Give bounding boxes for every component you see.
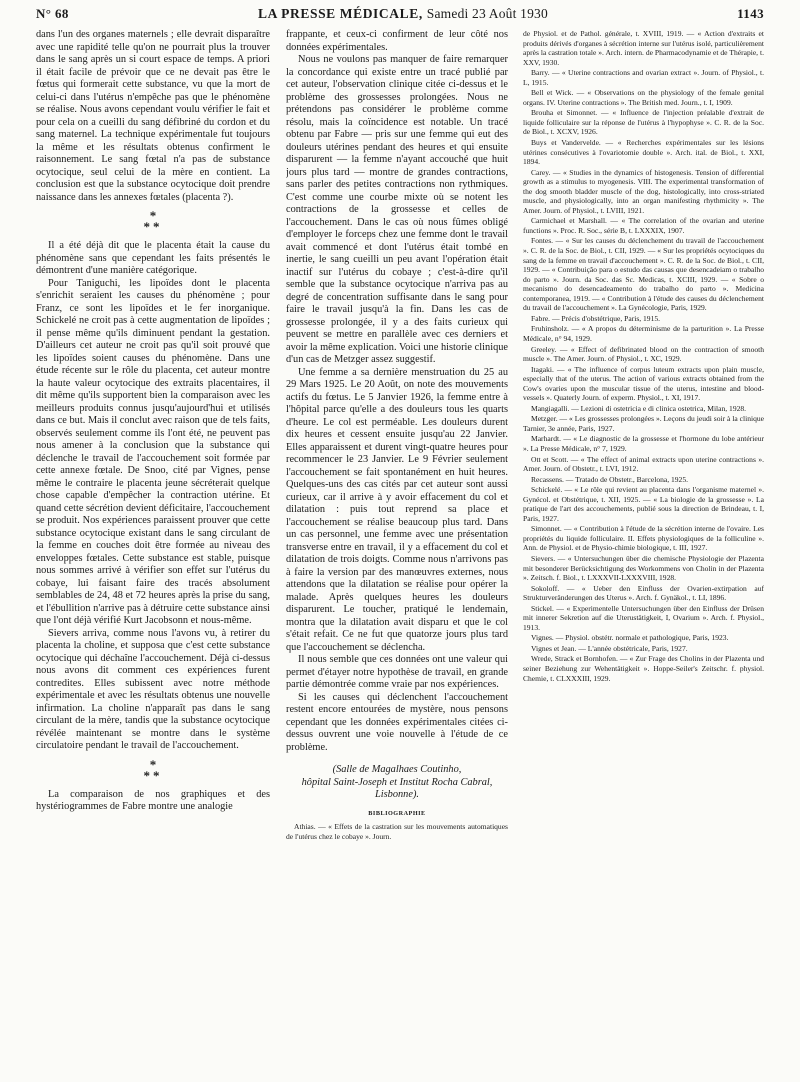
paragraph: Il a été déjà dit que le placenta était la cause du phénomène sans que cependant les faits présentés le démontrent d'une manière catégorique. [36, 240, 270, 276]
reference-entry: Athias. — « Effets de la castration sur les mouvements automatiques de l'utérus chez le cobaye ». Journ. [286, 822, 508, 841]
page-number: 1143 [737, 6, 764, 21]
paragraph: Nous ne voulons pas manquer de faire remarquer la concordance qui existe entre un tracé publié par cet auteur, l'observation clinique citée ci-dessus et le problème des grossesses prolongées. Nous ne prétendons pas considérer le problème comme résolu, mais la coïncidence est notable. Un tracé obtenu par Fabre — pris sur une femme qui eut des douleurs utérines pendant des heures et qui ensuite disparurent — la femme n'ayant accouché que huit jours plus tard — montre de grandes contractions, sans parler des petites contractions non rythmiques. C'est comme une courbe mixte où se notent les contractions de la grossesse et celles de l'accouchement. Dans le cas où nous fûmes obligé d'employer le forceps chez une femme dont le travail avait commencé et dont l'utérus était tombé en inertie, le sang cueilli un peu avant l'opération était inactif sur l'utérus du cobaye ; c'est-à-dire qu'il semble que la substance ocytocique n'arriva pas au degré de concentration suffisante dans le sang pour faire le travail jusqu'à la fin. Dans les cas de grossesse prolongée, il y a des faits curieux qui peuvent se mettre en parallèle avec ces derniers et avoir la même explication. Voici une historie clinique d'un cas de Metzger assez suggestif. [286, 54, 508, 365]
paragraph: frappante, et ceux-ci confirment de leur côté nos données expérimentales. [286, 29, 508, 53]
reference-entry: Recassens. — Tratado de Obstetr., Barcelona, 1925. [531, 474, 688, 484]
affiliation-line: (Salle de Magalhaes Coutinho, [332, 764, 462, 775]
reference-entry: Barry. — « Uterine contractions and ovarian extract ». Journ. of Physiol., t. L, 1915. [523, 68, 764, 87]
issue-date: Samedi 23 Août 1930 [426, 6, 548, 21]
reference-entry: Carey. — « Studies in the dynamics of histogenesis. Tension of differential growth as a stimulus to myogenesis. VIII. The experimental transformation of the dog smooth bladder muscle of the dog, histologically, into cross-striated muscle, and physiologically, into an organ manifesting rhythmicity ». The Amer. Journ. of Physiol., t. LVIII, 1921. [523, 167, 764, 215]
author-affiliation [286, 764, 508, 802]
reference-entry: Stickel. — « Experimentelle Untersuchungen über den Einfluss der Drüsen mit innerer Sekretion auf die Uterustätigkeit, I, Ovarium ». Arch. f. Physiol., 1913. [523, 603, 764, 632]
reference-entry: Brouha et Simonnet. — « Influence de l'injection préalable d'extrait de liquide folliculaire sur la réponse de l'utérus à l'hypophyse ». C. R. de la Soc. de Biol., t. XCXV, 1926. [523, 108, 764, 137]
reference-entry: de Physiol. et de Pathol. générale, t. XVIII, 1919. — « Action d'extraits et produits dérivés d'organes à sécrétion interne sur l'utérus isolé, particulièrement après la castration totale ». Arch. intern. de Pharmacodynamie et de Thérapie, t. XXV, 1930. [523, 29, 764, 67]
affiliation-line: Lisbonne). [375, 789, 419, 800]
reference-entry: Ott et Scott. — « The effect of animal extracts upon uterine contractions ». Amer. Journ. of Obstetr., t. LVI, 1912. [523, 454, 764, 474]
paragraph: dans l'un des organes maternels ; elle devrait disparaître avec une rapidité telle qu'on ne pourrait plus la trouver dans le sang après un si court espace de temps. A priori il était facile de prévoir que ce ne devait pas être le fœtus qui formerait cette substance, vu que la mort de celui-ci dans l'utérus n'empêche pas que le phénomène se réalise. Nous avons cependant voulu vérifier le fait et pour cela on a cueilli du sang défibriné du cordon et du sang maternel. La technique expérimentale fut toujours la même et les résultats obtenus confirment le raisonnement. Le sang fœtal n'a pas de substance ocytocique, seul celui de la mère en contient. La conclusion est que la substance ocytocique doit prendre naissance dans les annexes fœtales (placenta ?). [36, 29, 270, 203]
issue-number: N° 68 [36, 6, 69, 21]
reference-entry: Mangiagalli. — Lezioni di ostetricia e di clinica ostetrica, Milan, 1928. [531, 403, 747, 413]
paragraph: Pour Taniguchi, les lipoïdes dont le placenta s'enrichit seraient les causes du phénomène ; pour Franz, ce sont les lipoïdes et le fer inorganique. Schickelé ne croit pas à cette augmentation de lipoïdes ; il pense même qu'ils diminuent pendant la gestation. D'ailleurs cet auteur ne croit pas qu'il soit prouvé que les lipoïdes soient causes du phénomène. Dans une étude récente sur le rôle du placenta, cet auteur montre la haute valeur ocytocique des extraits placentaires, il dit même qu'ils supportent bien la comparaison avec les meilleurs produits connus jusqu'aujourd'hui et utilisés dans ce but. Mais il conclut avec raison que de tels faits, observés seulement comme ils l'ont été, ne peuvent pas nous amener à la conclusion que la substance qui déclenche le travail de l'accouchement soit formée par cette annexe fœtale. De Snoo, cité par Vignes, pense même le contraire le placenta jeune sécréterait quelque chose capable d'empêcher la contraction utérine. Et quand cette sécrétion devient déficitaire, l'accouchement se produit. Nos expériences paraissent prouver que cette substance ocytocique existant dans le sang circulant de la femme en couches doit être formée au niveau des enveloppes fœtales. Cette substance est stable, puisque nous sommes arrivé à vérifier son effet sur l'utérus du cobaye, lui faisant faire des tracés absolument semblables de 24, 48 et 72 heures après la prise du sang, et l'ébullition n'arrive pas à détruire cette substance ainsi que l'ont déjà vérifié Kurt Jacobsonn et nous-même. [36, 277, 270, 626]
paragraph: Une femme a sa dernière menstruation du 25 au 29 Mars 1925. Le 20 Août, on note des mouvements actifs du fœtus. Le 5 Janvier 1926, la femme entre à l'hôpital parce qu'elle a des douleurs tous les quarts d'heure. Le col est perméable. Les douleurs durent dix heures et cessent ensuite jusqu'au 22 Janvier. Elles apparaissent et durent vingt-quatre heures pour recommencer le 23 Janvier. Le 9 Février seulement l'accouchement se fait spontanément en huit heures. Quelques-uns des cas cités par cet auteur sont aussi curieux, car il arrive à y avoir effacement du col et dilatation : puis tout reprend sa place et l'accouchement se réalise beaucoup plus tard. Dans un cas personnel, une femme avec une présentation transverse entre en travail, il y a effacement du col et dilatation de trois doigts. Comme nous n'arrivons pas à faire la version par des manœuvres externes, nous attendons que la dilatation se réalise pour opérer la malade. Après quelques heures les douleurs disparurent. Le toucher, pratiqué le lendemain, montra que la dilatation avait disparu et que le col s'était refait. Ce ne fut que quatorze jours plus tard que l'accouchement se déclencha. [286, 366, 508, 653]
affiliation-line: hôpital Saint-Joseph et Institut Rocha Cabral, [301, 776, 493, 788]
page-header [36, 6, 764, 28]
reference-entry: Bell et Wick. — « Observations on the physiology of the female genital organs. IV. Uterine contractions ». The British med. Journ., t. I, 1909. [523, 88, 764, 107]
column-left [36, 29, 270, 1068]
journal-title-line [258, 6, 548, 22]
section-separator-asterism: * ** [143, 756, 163, 783]
paragraph: Sievers arriva, comme nous l'avons vu, à retirer du placenta la choline, et supposa que c'est cette substance ocytocique qui déchaîne l'accouchement. Déjà ci-dessus nous avons dit comment ces expériences furent contredites. Elles subissent avec notre méthode expérimentale et avec les résultats obtenus une nouvelle infirmation. La choline n'apparaît pas dans le sang circulant de la mère, tandis que la substance ocytocique révélée maintenant se montre dans le système circulatoire pendant le travail de l'accouchement. [36, 627, 270, 751]
reference-entry: Sievers. — « Untersuchungen über die chemische Physiologie der Plazenta mit besonderer Berücksichtigung des Workommens von Cholin in der Plazenta ». Zeitsch. f. Biol., t. LXXXVII-LXXXVIII, 1928. [523, 553, 764, 583]
reference-entry: Metzger. — « Les grossesses prolongées ». Leçons du jeudi soir à la clinique Tarnier, 3e année, Paris, 1927. [523, 414, 764, 433]
bibliography-heading: BIBLIOGRAPHIE [368, 809, 426, 817]
reference-entry: Simonnet. — « Contribution à l'étude de la sécrétion interne de l'ovaire. Les propriétés du liquide folliculaire. II. Effets physiologiques de la folliculine ». Ann. de Physiol. et de Physio-chimie biologique, t. III, 1927. [523, 524, 764, 553]
paragraph: Si les causes qui déclenchent l'accouchement restent encore entourées de mystère, nous pensons cependant que les données expérimentales citées ci-dessus ouvrent une voie nouvelle à l'étude de ce problème. [286, 691, 508, 753]
reference-entry: Fabre. — Précis d'obstétrique, Paris, 1915. [531, 313, 661, 323]
reference-entry: Greeley. — « Effect of defibrinated blood on the contraction of smooth muscle ». The Amer. Journ. of Physiol., t. XC, 1929. [523, 344, 764, 364]
reference-entry: Buys et Vandervelde. — « Recherches expérimentales sur les lésions utérines consécutives à l'ovariotomie double ». Arch. ital. de Biol., t. XXI, 1894. [523, 138, 764, 167]
reference-entry: Fruhinsholz. — « A propos du déterminisme de la parturition ». La Presse Médicale, n° 94, 1929. [523, 324, 764, 343]
reference-entry: Carmichael et Marshall. — « The correlation of the ovarian and uterine functions ». Proc. R. Soc., série B, t. LXXXIX, 1907. [523, 216, 764, 235]
column-right-bibliography [523, 29, 764, 1068]
paragraph: La comparaison de nos graphiques et des hystériogrammes de Fabre montre une analogie [36, 788, 270, 812]
reference-entry: Itagaki. — « The influence of corpus luteum extracts upon plain muscle, especially that of the uterus. The action of various extracts obtained from the Cow's ovaries upon the muscular tissue of the uterus, intestine and blood-vessels ». Quaterly Journ. of experm. Physiol., t. XI, 1917. [523, 364, 764, 403]
reference-entry: Schickelé. — « Le rôle qui revient au placenta dans l'organisme maternel ». Gynécol. et Obstétrique, t. XII, 1925. — « La biologie de la grossesse ». La pratique de l'art des accouchements, publié sous la direction de Brindeau, t. I, Paris, 1927. [523, 485, 764, 523]
journal-title: LA PRESSE MÉDICALE, [257, 6, 423, 21]
paragraph: Il nous semble que ces données ont une valeur qui permet d'étayer notre hypothèse de travail, en grande partie démontrée comme vraie par nos expériences. [286, 654, 508, 690]
reference-entry: Vignes. — Physiol. obstétr. normale et pathologique, Paris, 1923. [531, 633, 729, 643]
column-middle [286, 29, 508, 1068]
reference-entry: Sokoloff. — « Ueber den Einfluss der Ovarien-extirpation auf Strukturveränderungen des Uterus ». Arch. f. Gynäkol., t. LI, 1896. [523, 583, 764, 603]
reference-entry: Fontes. — « Sur les causes du déclenchement du travail de l'accouchement ». C. R. de la Soc. de Biol., t. CII, 1929. — « Sur les propriétés ocytociques du sang de la femme en travail d'accouchement ». C. R. de la Soc. de Biol., t. CII, 1929. — « Contribuição para o estudo das causas que desencadeiam o trabalho do parto ». Journ. da Soc. das Sc. Medicas, t. XCIII, 1929. — « Sobre o mecanismo do desencadeamento do trabalho do parto ». Medicina contemporanea, 1919. — « Contribution à l'étude des causes du déclenchement du travail de l'accouchement ». La Gynécologie, Paris, 1929. [523, 236, 764, 313]
reference-entry: Vignes et Jean. — L'année obstétricale, Paris, 1927. [531, 643, 688, 653]
reference-entry: Marhardt. — « Le diagnostic de la grossesse et l'hormone du lobe antérieur ». La Presse Médicale, n° 7, 1929. [523, 434, 764, 453]
section-separator-asterism: * ** [143, 208, 163, 234]
reference-entry: Wrede, Strack et Bornhofen. — « Zur Frage des Cholins in der Plazenta und seiner Beziehung zur Wehentätigkeit ». Hoppe-Seiler's Zeitschr. f. physiol. Chemie, t. CLXXXIII, 1929. [523, 654, 764, 683]
